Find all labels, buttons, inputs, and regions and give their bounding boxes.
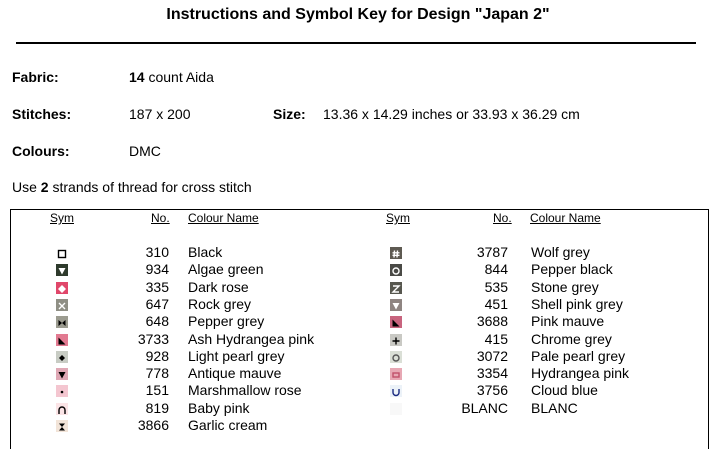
- strands-pre: Use: [12, 179, 41, 195]
- colour-name: Baby pink: [188, 400, 250, 416]
- table-row: [0, 261, 716, 278]
- colour-name: Hydrangea pink: [531, 365, 630, 381]
- dmc-number: 928: [145, 348, 169, 364]
- fabric-type: count Aida: [144, 69, 214, 85]
- colours-label: Colours:: [12, 143, 70, 159]
- colour-name: Ash Hydrangea pink: [188, 331, 315, 347]
- colour-name: Pale pearl grey: [531, 348, 626, 364]
- dmc-number: 415: [484, 331, 508, 347]
- hourglass-icon: [56, 420, 68, 432]
- header-name-right: Colour Name: [530, 211, 601, 225]
- header-no-left: No.: [151, 211, 170, 225]
- cup-icon: [390, 385, 402, 397]
- table-row: [0, 296, 716, 313]
- colour-name: BLANC: [531, 400, 578, 416]
- size-value: 13.36 x 14.29 inches or 33.93 x 36.29 cm: [323, 106, 580, 122]
- z-icon: [390, 282, 402, 294]
- dmc-number: 3733: [137, 331, 169, 347]
- colour-name: Marshmallow rose: [188, 382, 302, 398]
- size-label: Size:: [273, 106, 306, 122]
- down-triangle-icon: [390, 299, 402, 311]
- corner-triangle-icon: [390, 316, 402, 328]
- dmc-number: 3688: [476, 313, 508, 329]
- colour-name: Black: [188, 244, 223, 260]
- stitches-label: Stitches:: [12, 106, 72, 122]
- dmc-number: 3866: [137, 417, 169, 433]
- dmc-number: 310: [145, 244, 169, 260]
- colour-name: Pepper black: [531, 261, 613, 277]
- table-row: [0, 244, 716, 261]
- plus-icon: [390, 334, 402, 346]
- dmc-number: 778: [145, 365, 169, 381]
- fabric-value: [129, 69, 214, 85]
- fabric-count: 14: [129, 69, 145, 85]
- dmc-number: BLANC: [461, 400, 508, 416]
- colour-name: Shell pink grey: [531, 296, 623, 312]
- title-divider: [16, 42, 696, 44]
- dmc-number: 335: [145, 279, 169, 295]
- colour-name: Antique mauve: [188, 365, 282, 381]
- colour-name: Garlic cream: [188, 417, 268, 433]
- stitches-value: 187 x 200: [129, 106, 191, 122]
- colour-name: Pink mauve: [531, 313, 605, 329]
- colours-value: DMC: [129, 143, 161, 159]
- header-no-right: No.: [493, 211, 512, 225]
- table-row: [0, 382, 716, 399]
- header-sym-left: Sym: [50, 211, 74, 225]
- colour-name: Chrome grey: [531, 331, 612, 347]
- colour-name: Wolf grey: [531, 244, 590, 260]
- table-row: [0, 331, 716, 348]
- table-row: [0, 313, 716, 330]
- dmc-number: 3756: [476, 382, 508, 398]
- dmc-number: 647: [145, 296, 169, 312]
- circle-icon: [390, 264, 402, 276]
- dmc-number: 535: [484, 279, 508, 295]
- header-name-left: Colour Name: [188, 211, 259, 225]
- strands-post: strands of thread for cross stitch: [48, 179, 252, 195]
- small-square-icon: [390, 368, 402, 380]
- colour-name: Cloud blue: [531, 382, 598, 398]
- circle-icon: [390, 351, 402, 363]
- colour-name: Light pearl grey: [188, 348, 285, 364]
- colour-name: Pepper grey: [188, 313, 265, 329]
- dmc-number: 3354: [476, 365, 508, 381]
- table-row: [0, 279, 716, 296]
- colour-name: Stone grey: [531, 279, 599, 295]
- page-title: Instructions and Symbol Key for Design "Japan 2": [166, 6, 550, 23]
- table-row: [0, 365, 716, 382]
- dmc-number: 3072: [476, 348, 508, 364]
- dmc-number: 648: [145, 313, 169, 329]
- table-row: [0, 417, 716, 434]
- strands-instruction: [12, 179, 252, 195]
- dmc-number: 151: [145, 382, 169, 398]
- dmc-number: 844: [484, 261, 508, 277]
- colour-name: Algae green: [188, 261, 264, 277]
- blank-icon: [390, 403, 402, 415]
- table-row: [0, 348, 716, 365]
- fabric-label: Fabric:: [12, 69, 59, 85]
- dmc-number: 451: [484, 296, 508, 312]
- header-sym-right: Sym: [386, 211, 410, 225]
- colour-name: Rock grey: [188, 296, 252, 312]
- dmc-number: 3787: [476, 244, 508, 260]
- table-row: [0, 400, 716, 417]
- dmc-number: 819: [145, 400, 169, 416]
- colour-name: Dark rose: [188, 279, 249, 295]
- strands-count: 2: [40, 179, 49, 195]
- hash-icon: [390, 247, 402, 259]
- dmc-number: 934: [145, 261, 169, 277]
